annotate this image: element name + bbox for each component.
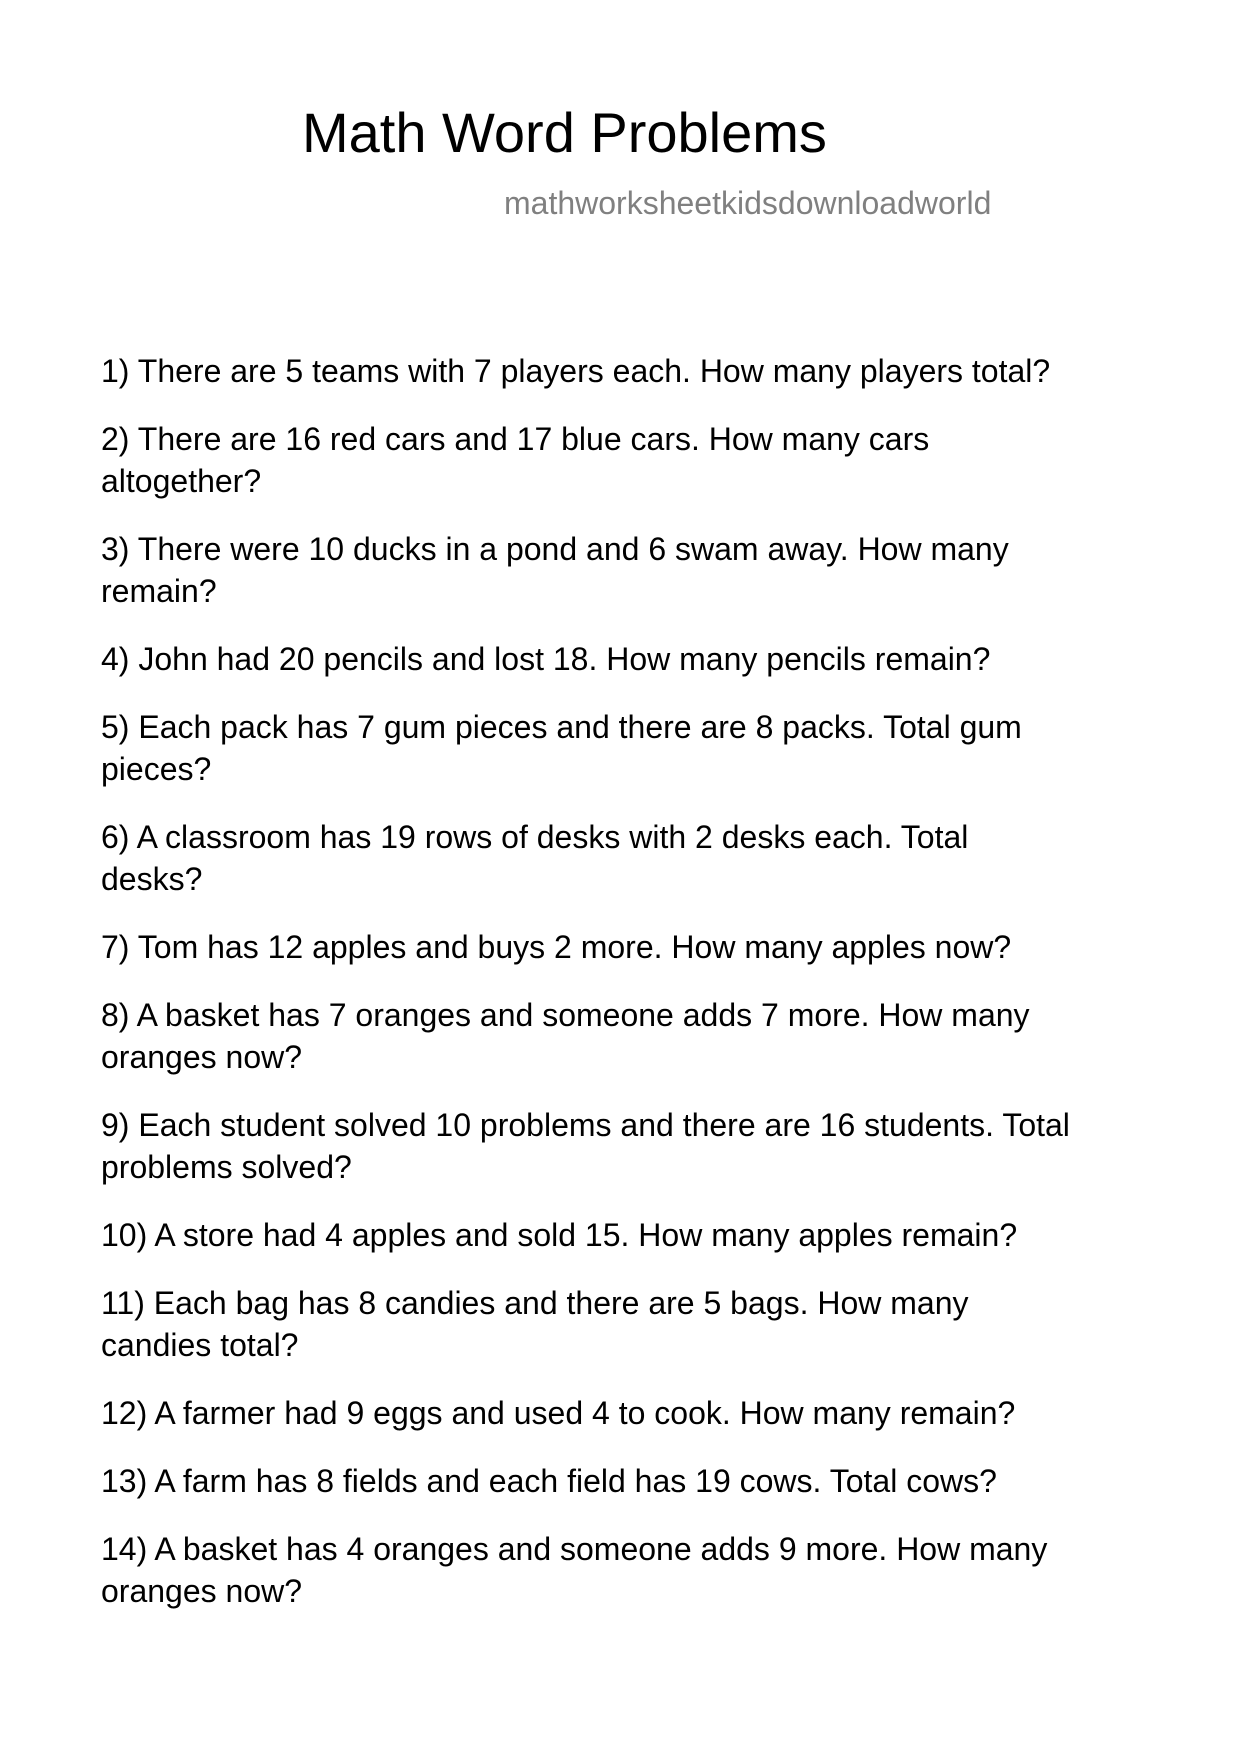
problem-item: 14) A basket has 4 oranges and someone adds 9 more. How many oranges now? <box>101 1531 1048 1609</box>
problem-item: 11) Each bag has 8 candies and there are 5 bags. How many candies total? <box>101 1285 969 1363</box>
problem-item: 4) John had 20 pencils and lost 18. How many pencils remain? <box>101 641 991 677</box>
problem-item: 10) A store had 4 apples and sold 15. How many apples remain? <box>101 1217 1018 1253</box>
problem-item: 12) A farmer had 9 eggs and used 4 to cook. How many remain? <box>101 1395 1016 1431</box>
problem-item: 5) Each pack has 7 gum pieces and there are 8 packs. Total gum pieces? <box>101 709 1022 787</box>
problem-item: 7) Tom has 12 apples and buys 2 more. How many apples now? <box>101 929 1012 965</box>
problem-item: 9) Each student solved 10 problems and there are 16 students. Total problems solved? <box>101 1107 1070 1185</box>
problem-item: 8) A basket has 7 oranges and someone adds 7 more. How many oranges now? <box>101 997 1030 1075</box>
problem-item: 6) A classroom has 19 rows of desks with 2 desks each. Total desks? <box>101 819 969 897</box>
problem-list <box>101 350 1161 1638</box>
page-title: Math Word Problems <box>302 101 827 164</box>
page-subtitle: mathworksheetkidsdownloadworld <box>504 185 992 221</box>
problem-item: 2) There are 16 red cars and 17 blue cars. How many cars altogether? <box>101 421 930 499</box>
problem-item: 1) There are 5 teams with 7 players each. How many players total? <box>101 353 1051 389</box>
problem-item: 13) A farm has 8 fields and each field has 19 cows. Total cows? <box>101 1463 997 1499</box>
problem-item: 3) There were 10 ducks in a pond and 6 swam away. How many remain? <box>101 531 1009 609</box>
